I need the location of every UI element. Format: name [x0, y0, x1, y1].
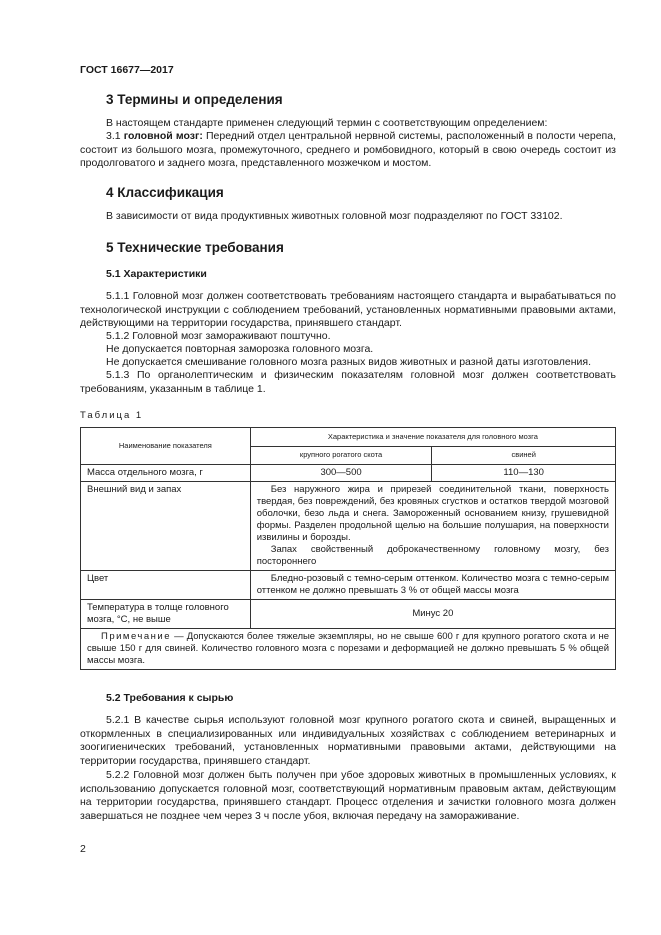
table-row — [81, 482, 616, 571]
table-row — [81, 571, 616, 600]
table-header-row — [81, 428, 616, 447]
note-body: — Допускаются более тяжелые экземпляры, но не свыше 600 г для крупного рогатого скота и не свыше 150 г для свиней. Количество головного мозга с порезами и деформацией не должно превышать 5 % общей массы мозга. — [87, 631, 609, 666]
table-note — [81, 629, 616, 670]
section-3-title: 3 Термины и определения — [106, 92, 283, 107]
subsection-5-2-title: 5.2 Требования к сырью — [106, 692, 234, 704]
header-indicator-name: Наименование показателя — [81, 428, 251, 465]
row-appearance-name: Внешний вид и запах — [81, 482, 251, 571]
document-header: ГОСТ 16677—2017 — [80, 64, 174, 76]
row-temperature-value: Минус 20 — [250, 600, 615, 629]
term-name: головной мозг: — [123, 130, 203, 142]
section-3-intro: В настоящем стандарте применен следующий термин с соответствующим определением: — [106, 117, 548, 129]
table-note-text — [87, 631, 609, 667]
table-row — [81, 600, 616, 629]
term-definition — [80, 130, 616, 171]
section-5-title: 5 Технические требования — [106, 240, 284, 255]
subsection-5-1-title: 5.1 Характеристики — [106, 268, 207, 280]
section-4-text: В зависимости от вида продуктивных животных головной мозг подразделяют по ГОСТ 33102. — [106, 210, 563, 222]
row-mass-cattle: 300—500 — [250, 465, 432, 482]
note-label: Примечание — [101, 631, 171, 642]
characteristics-table — [80, 427, 616, 670]
color-text: Бледно-розовый с темно-серым оттенком. Количество мозга с темно-серым оттенком не должно превышать 3 % от общей массы мозга — [256, 573, 609, 596]
row-color-value — [250, 571, 615, 600]
para-5-1-1: 5.1.1 Головной мозг должен соответствовать требованиям настоящего стандарта и вырабатываться по технологической инструкции с соблюдением требований, установленных нормативными правовыми актами, действующими на территории государства, принявшего стандарт. — [80, 290, 616, 329]
smell-text: Запах свойственный доброкачественному головному мозгу, без постороннего — [256, 544, 609, 567]
header-cattle: крупного рогатого скота — [250, 446, 432, 465]
para-5-1-2-a: Не допускается повторная заморозка головного мозга. — [106, 343, 374, 355]
term-number: 3.1 — [106, 130, 124, 142]
table-note-row — [81, 629, 616, 670]
para-5-1-2-b: Не допускается смешивание головного мозга разных видов животных и разной даты изготовления. — [106, 356, 592, 368]
para-5-1-3: 5.1.3 По органолептическим и физическим показателям головной мозг должен соответствовать требованиям, указанным в таблице 1. — [80, 369, 616, 395]
header-pigs: свиней — [432, 446, 616, 465]
para-5-2-1: 5.2.1 В качестве сырья используют головной мозг крупного рогатого скота и свиней, выращенных и откормленных в специализированных или индивидуальных хозяйствах с соблюдением ветеринарных и зоогигиенических требований, установленных нормативными правовыми актами, действующими на территории государства, принявшего стандарт. — [80, 714, 616, 767]
row-appearance-value — [250, 482, 615, 571]
row-color-name: Цвет — [81, 571, 251, 600]
row-mass-name: Масса отдельного мозга, г — [81, 465, 251, 482]
term-def-text: Передний отдел центральной нервной системы, расположенный в полости черепа, состоит из большого мозга, промежуточного, среднего и ромбовидного, который в свою очередь состоит из продолговатого и заднего мозга, представленного мозжечком и мостом. — [80, 130, 616, 169]
para-5-1-2: 5.1.2 Головной мозг замораживают поштучно. — [106, 330, 331, 342]
table-row — [81, 465, 616, 482]
page-number: 2 — [80, 843, 86, 855]
appearance-text: Без наружного жира и прирезей соединительной ткани, поверхность твердая, без повреждений, без кровяных сгустков и остатков твердой мозговой оболочки, безо льда и снега. Замороженный основанием книзу, грушевидной формы. Разделен продольной щелью на большие полушария, на поверхности извилины и борозды. — [256, 484, 609, 543]
row-mass-pigs: 110—130 — [432, 465, 616, 482]
table-label: Таблица 1 — [80, 410, 144, 421]
section-4-title: 4 Классификация — [106, 185, 224, 200]
row-temperature-name: Температура в толще головного мозга, °С, не выше — [81, 600, 251, 629]
para-5-2-2: 5.2.2 Головной мозг должен быть получен при убое здоровых животных в промышленных условиях, к использованию допускается головной мозг, соответствующий нормативным правовым актам, действующим на территории государства, принявшего стандарт. Процесс отделения и зачистки головного мозга должен завершаться не позднее чем через 3 ч после убоя, включая передачу на замораживание. — [80, 769, 616, 822]
header-characteristic: Характеристика и значение показателя для головного мозга — [250, 428, 615, 447]
